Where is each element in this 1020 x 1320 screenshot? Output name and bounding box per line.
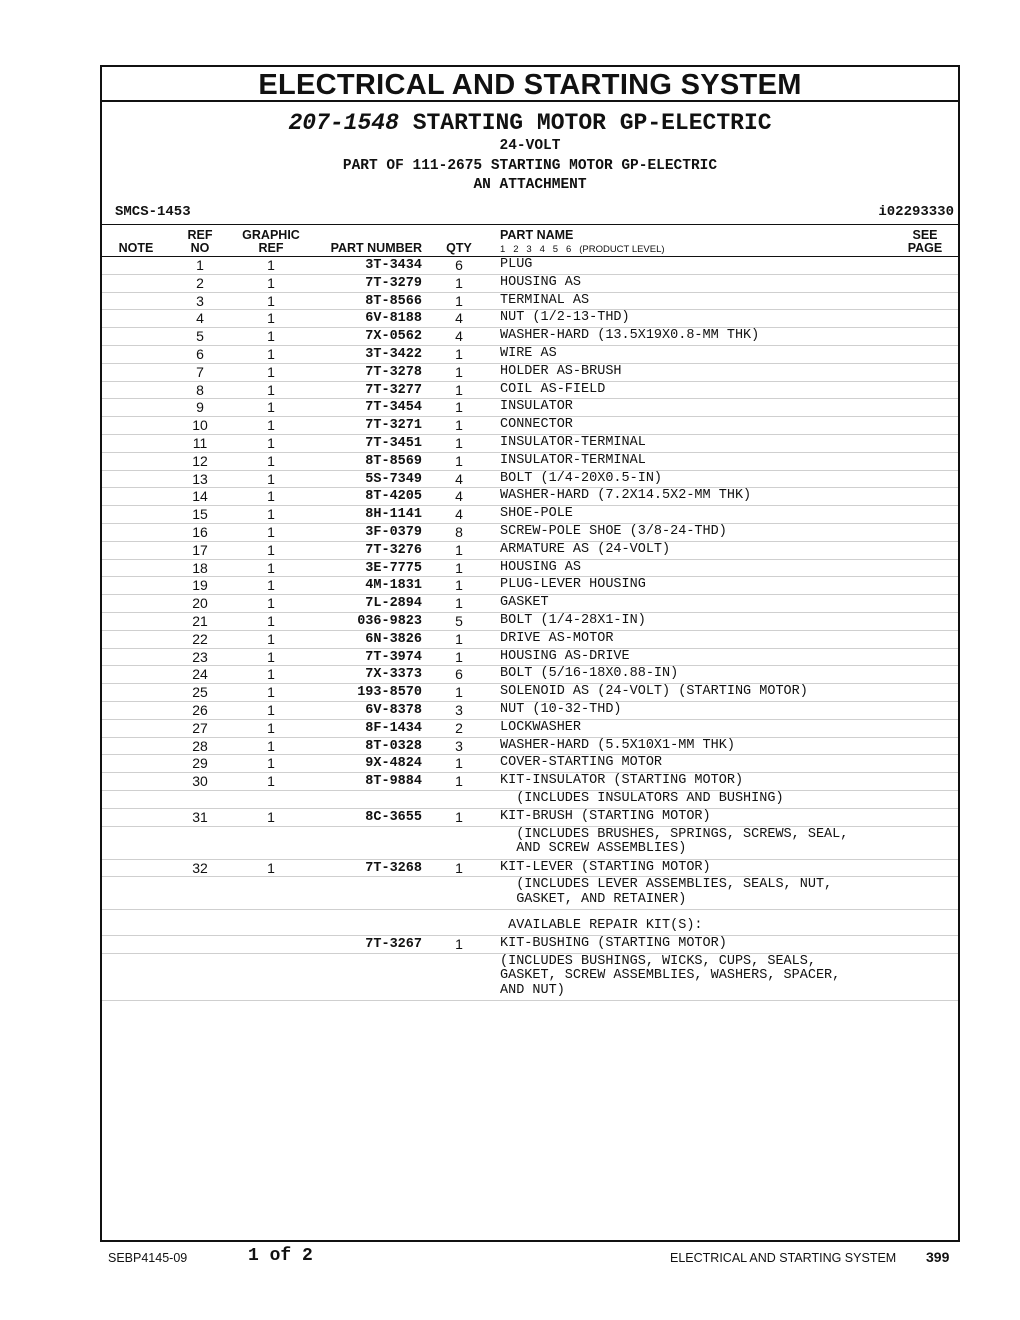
graphic-ref-cell: 1 bbox=[267, 328, 275, 345]
part-number-cell: 5S-7349 bbox=[365, 471, 422, 487]
part-name-cell: SCREW-POLE SHOE (3/8-24-THD) bbox=[500, 523, 727, 539]
part-number-cell: 193-8570 bbox=[357, 685, 422, 701]
qty-cell: 2 bbox=[455, 719, 463, 736]
graphic-ref-cell: 1 bbox=[267, 417, 275, 434]
graphic-ref-cell: 1 bbox=[267, 719, 275, 736]
graphic-ref-cell: 1 bbox=[267, 488, 275, 505]
part-name-cell: BOLT (1/4-28X1-IN) bbox=[500, 612, 646, 628]
part-name-cell: HOUSING AS-DRIVE bbox=[500, 648, 630, 664]
table-row bbox=[102, 328, 958, 346]
column-header-see-page: SEE PAGE bbox=[907, 228, 943, 255]
table-row bbox=[102, 293, 958, 311]
graphic-ref-cell: 1 bbox=[267, 506, 275, 523]
part-number-cell: 7L-2894 bbox=[365, 596, 422, 612]
group-subtitle-3: AN ATTACHMENT bbox=[473, 177, 587, 193]
table-row bbox=[102, 755, 958, 773]
qty-cell: 6 bbox=[455, 257, 463, 273]
ref-no-cell: 5 bbox=[196, 328, 204, 345]
graphic-ref-cell: 1 bbox=[267, 363, 275, 380]
ref-no-cell: 27 bbox=[192, 719, 208, 736]
footer-doc-id: SEBP4145-09 bbox=[108, 1251, 188, 1265]
table-row bbox=[102, 613, 958, 631]
column-header-product-levels: 1 2 3 4 5 6 (PRODUCT LEVEL) bbox=[500, 244, 665, 255]
part-name-cell: PLUG bbox=[500, 257, 533, 272]
graphic-ref-cell: 1 bbox=[267, 595, 275, 612]
part-name-cell: LOCKWASHER bbox=[500, 719, 582, 735]
part-number-cell: 8T-8566 bbox=[365, 293, 422, 309]
part-number-cell: 7T-3268 bbox=[365, 860, 422, 876]
table-row bbox=[102, 577, 958, 595]
qty-cell: 1 bbox=[455, 577, 463, 594]
table-row bbox=[102, 910, 958, 918]
part-name-cell: BOLT (5/16-18X0.88-IN) bbox=[500, 666, 679, 682]
table-row bbox=[102, 809, 958, 827]
part-name-cell: SOLENOID AS (24-VOLT) (STARTING MOTOR) bbox=[500, 684, 808, 700]
part-name-cell: (INCLUDES BUSHINGS, WICKS, CUPS, SEALS, GASKET, SCREW ASSEMBLIES, WASHERS, SPACER, AND NUT) bbox=[500, 953, 841, 999]
ref-no-cell: 31 bbox=[192, 808, 208, 825]
ref-no-cell: 4 bbox=[196, 310, 204, 327]
ref-no-cell: 19 bbox=[192, 577, 208, 594]
table-row bbox=[102, 364, 958, 382]
part-number-cell: 7T-3974 bbox=[365, 649, 422, 665]
part-name-cell: COIL AS-FIELD bbox=[500, 381, 606, 397]
ref-no-cell: 17 bbox=[192, 541, 208, 558]
table-row bbox=[102, 560, 958, 578]
table-row bbox=[102, 310, 958, 328]
part-number-cell: 9X-4824 bbox=[365, 756, 422, 772]
ref-no-cell: 11 bbox=[192, 434, 208, 451]
ref-no-cell: 9 bbox=[196, 399, 204, 416]
qty-cell: 1 bbox=[455, 345, 463, 362]
graphic-ref-cell: 1 bbox=[267, 310, 275, 327]
graphic-ref-cell: 1 bbox=[267, 612, 275, 629]
part-name-cell: PLUG-LEVER HOUSING bbox=[500, 577, 646, 593]
part-number-cell: 7T-3277 bbox=[365, 382, 422, 398]
qty-cell: 1 bbox=[455, 755, 463, 772]
qty-cell: 1 bbox=[455, 452, 463, 469]
part-number-cell: 7T-3276 bbox=[365, 542, 422, 558]
table-row bbox=[102, 506, 958, 524]
qty-cell: 1 bbox=[455, 648, 463, 665]
graphic-ref-cell: 1 bbox=[267, 684, 275, 701]
qty-cell: 4 bbox=[455, 310, 463, 327]
qty-cell: 4 bbox=[455, 488, 463, 505]
table-row bbox=[102, 488, 958, 506]
graphic-ref-cell: 1 bbox=[267, 399, 275, 416]
part-name-cell: DRIVE AS-MOTOR bbox=[500, 630, 614, 646]
part-name-cell: INSULATOR bbox=[500, 399, 573, 415]
table-row bbox=[102, 954, 958, 1001]
part-name-cell: NUT (10-32-THD) bbox=[500, 701, 622, 717]
table-row bbox=[102, 275, 958, 293]
graphic-ref-cell: 1 bbox=[267, 274, 275, 291]
part-name-cell: AVAILABLE REPAIR KIT(S): bbox=[500, 918, 703, 934]
smcs-code: SMCS-1453 bbox=[115, 204, 191, 220]
part-number-cell: 8F-1434 bbox=[365, 720, 422, 736]
column-header-qty: QTY bbox=[446, 241, 472, 255]
part-number-cell: 8T-9884 bbox=[365, 774, 422, 790]
table-row bbox=[102, 666, 958, 684]
graphic-ref-cell: 1 bbox=[267, 808, 275, 825]
qty-cell: 1 bbox=[455, 381, 463, 398]
footer-page-number: 399 bbox=[926, 1249, 950, 1265]
part-name-cell: (INCLUDES INSULATORS AND BUSHING) bbox=[500, 790, 784, 806]
part-number-cell: 3F-0379 bbox=[365, 524, 422, 540]
part-name-cell: BOLT (1/4-20X0.5-IN) bbox=[500, 470, 663, 486]
part-name-cell: KIT-INSULATOR (STARTING MOTOR) bbox=[500, 773, 744, 789]
ref-no-cell: 29 bbox=[192, 755, 208, 772]
qty-cell: 1 bbox=[455, 292, 463, 309]
footer-section: ELECTRICAL AND STARTING SYSTEM bbox=[670, 1251, 897, 1265]
qty-cell: 1 bbox=[455, 595, 463, 612]
qty-cell: 1 bbox=[455, 541, 463, 558]
part-name-cell: WIRE AS bbox=[500, 345, 557, 361]
qty-cell: 1 bbox=[455, 808, 463, 825]
qty-cell: 1 bbox=[455, 399, 463, 416]
ref-no-cell: 21 bbox=[192, 612, 208, 629]
part-name-cell: GASKET bbox=[500, 595, 549, 611]
section-title: ELECTRICAL AND STARTING SYSTEM bbox=[102, 67, 958, 102]
table-row bbox=[102, 827, 958, 860]
graphic-ref-cell: 1 bbox=[267, 666, 275, 683]
part-number-cell: 7T-3278 bbox=[365, 364, 422, 380]
part-number-cell: 7T-3454 bbox=[365, 400, 422, 416]
part-number-cell: 3T-3422 bbox=[365, 346, 422, 362]
qty-cell: 4 bbox=[455, 328, 463, 345]
graphic-ref-cell: 1 bbox=[267, 452, 275, 469]
graphic-ref-cell: 1 bbox=[267, 541, 275, 558]
qty-cell: 1 bbox=[455, 773, 463, 790]
ref-no-cell: 1 bbox=[196, 257, 204, 273]
graphic-ref-cell: 1 bbox=[267, 648, 275, 665]
ref-no-cell: 7 bbox=[196, 363, 204, 380]
part-name-cell: INSULATOR-TERMINAL bbox=[500, 452, 646, 468]
qty-cell: 4 bbox=[455, 506, 463, 523]
part-number-cell: 7T-3279 bbox=[365, 275, 422, 291]
qty-cell: 1 bbox=[455, 630, 463, 647]
part-name-cell: KIT-LEVER (STARTING MOTOR) bbox=[500, 859, 711, 875]
qty-cell: 1 bbox=[455, 684, 463, 701]
part-number-cell: 7T-3267 bbox=[365, 937, 422, 953]
table-row bbox=[102, 631, 958, 649]
graphic-ref-cell: 1 bbox=[267, 737, 275, 754]
ref-no-cell: 26 bbox=[192, 701, 208, 718]
ref-no-cell: 23 bbox=[192, 648, 208, 665]
graphic-ref-cell: 1 bbox=[267, 559, 275, 576]
ref-no-cell: 14 bbox=[192, 488, 208, 505]
part-name-cell: HOUSING AS bbox=[500, 274, 582, 290]
part-name-cell: INSULATOR-TERMINAL bbox=[500, 434, 646, 450]
part-number-cell: 8T-0328 bbox=[365, 738, 422, 754]
table-row bbox=[102, 346, 958, 364]
page-frame bbox=[100, 65, 960, 1242]
ref-no-cell: 6 bbox=[196, 345, 204, 362]
part-number-cell: 8T-4205 bbox=[365, 489, 422, 505]
part-name-cell: KIT-BUSHING (STARTING MOTOR) bbox=[500, 936, 727, 952]
ref-no-cell: 10 bbox=[192, 417, 208, 434]
table-row bbox=[102, 738, 958, 756]
part-number-cell: 6N-3826 bbox=[365, 631, 422, 647]
graphic-ref-cell: 1 bbox=[267, 345, 275, 362]
column-header-part-number: PART NUMBER bbox=[330, 241, 422, 255]
table-row bbox=[102, 720, 958, 738]
ref-no-cell: 8 bbox=[196, 381, 204, 398]
part-number-cell: 8C-3655 bbox=[365, 809, 422, 825]
column-header-note: NOTE bbox=[118, 241, 154, 255]
graphic-ref-cell: 1 bbox=[267, 859, 275, 876]
ref-no-cell: 18 bbox=[192, 559, 208, 576]
part-name-cell: CONNECTOR bbox=[500, 417, 573, 433]
table-row bbox=[102, 702, 958, 720]
ref-no-cell: 30 bbox=[192, 773, 208, 790]
group-subtitle-2: PART OF 111-2675 STARTING MOTOR GP-ELECTRIC bbox=[342, 158, 718, 174]
part-name-cell: WASHER-HARD (7.2X14.5X2-MM THK) bbox=[500, 488, 752, 504]
qty-cell: 1 bbox=[455, 417, 463, 434]
ref-no-cell: 28 bbox=[192, 737, 208, 754]
table-row bbox=[102, 542, 958, 560]
part-name-cell: WASHER-HARD (13.5X19X0.8-MM THK) bbox=[500, 328, 760, 344]
graphic-ref-cell: 1 bbox=[267, 755, 275, 772]
part-name-cell: NUT (1/2-13-THD) bbox=[500, 310, 630, 326]
qty-cell: 1 bbox=[455, 936, 463, 953]
qty-cell: 1 bbox=[455, 274, 463, 291]
part-number-cell: 6V-8378 bbox=[365, 702, 422, 718]
graphic-ref-cell: 1 bbox=[267, 292, 275, 309]
column-header-ref-no: REF NO bbox=[187, 228, 213, 255]
part-name-cell: (INCLUDES LEVER ASSEMBLIES, SEALS, NUT, GASKET, AND RETAINER) bbox=[516, 877, 833, 907]
graphic-ref-cell: 1 bbox=[267, 381, 275, 398]
ref-no-cell: 20 bbox=[192, 595, 208, 612]
part-name-cell: TERMINAL AS bbox=[500, 292, 590, 308]
qty-cell: 3 bbox=[455, 701, 463, 718]
graphic-ref-cell: 1 bbox=[267, 257, 275, 273]
group-name: STARTING MOTOR GP-ELECTRIC bbox=[412, 110, 772, 136]
qty-cell: 1 bbox=[455, 363, 463, 380]
qty-cell: 1 bbox=[455, 559, 463, 576]
qty-cell: 5 bbox=[455, 612, 463, 629]
graphic-ref-cell: 1 bbox=[267, 630, 275, 647]
part-number-cell: 3T-3434 bbox=[365, 258, 422, 273]
ref-no-cell: 12 bbox=[192, 452, 208, 469]
graphic-ref-cell: 1 bbox=[267, 577, 275, 594]
group-subtitle-1: 24-VOLT bbox=[499, 138, 561, 154]
group-heading bbox=[102, 109, 958, 137]
part-name-cell: (INCLUDES BRUSHES, SPRINGS, SCREWS, SEAL, AND SCREW ASSEMBLIES) bbox=[516, 826, 849, 857]
part-number-cell: 7X-0562 bbox=[365, 329, 422, 345]
qty-cell: 1 bbox=[455, 434, 463, 451]
part-number-cell: 8T-8569 bbox=[365, 453, 422, 469]
part-number-cell: 7T-3451 bbox=[365, 435, 422, 451]
part-number-cell: 4M-1831 bbox=[365, 578, 422, 594]
illustration-id: i02293330 bbox=[878, 204, 954, 220]
column-header-part-name: PART NAME bbox=[500, 228, 574, 242]
table-row bbox=[102, 524, 958, 542]
part-name-cell: COVER-STARTING MOTOR bbox=[500, 755, 663, 771]
table-row bbox=[102, 257, 958, 275]
ref-no-cell: 32 bbox=[192, 859, 208, 876]
part-number-cell: 3E-7775 bbox=[365, 560, 422, 576]
graphic-ref-cell: 1 bbox=[267, 701, 275, 718]
table-row bbox=[102, 791, 958, 809]
qty-cell: 3 bbox=[455, 737, 463, 754]
ref-no-cell: 16 bbox=[192, 523, 208, 540]
table-row bbox=[102, 453, 958, 471]
table-row bbox=[102, 684, 958, 702]
part-name-cell: HOLDER AS-BRUSH bbox=[500, 363, 622, 379]
ref-no-cell: 25 bbox=[192, 684, 208, 701]
graphic-ref-cell: 1 bbox=[267, 434, 275, 451]
ref-no-cell: 22 bbox=[192, 630, 208, 647]
footer-page-of: 1 of 2 bbox=[248, 1246, 313, 1266]
table-row bbox=[102, 936, 958, 954]
column-header-graphic-ref: GRAPHIC REF bbox=[242, 228, 300, 255]
header-divider bbox=[102, 224, 958, 225]
part-number-cell: 6V-8188 bbox=[365, 311, 422, 327]
part-name-cell: ARMATURE AS (24-VOLT) bbox=[500, 541, 671, 557]
part-number-cell: 7X-3373 bbox=[365, 667, 422, 683]
table-row bbox=[102, 417, 958, 435]
table-row bbox=[102, 877, 958, 910]
qty-cell: 1 bbox=[455, 859, 463, 876]
qty-cell: 4 bbox=[455, 470, 463, 487]
table-row bbox=[102, 435, 958, 453]
ref-no-cell: 2 bbox=[196, 274, 204, 291]
qty-cell: 8 bbox=[455, 523, 463, 540]
graphic-ref-cell: 1 bbox=[267, 523, 275, 540]
part-number-cell: 8H-1141 bbox=[365, 507, 422, 523]
part-name-cell: HOUSING AS bbox=[500, 559, 582, 575]
table-row bbox=[102, 860, 958, 878]
group-number: 207-1548 bbox=[288, 110, 399, 136]
part-name-cell: SHOE-POLE bbox=[500, 506, 573, 522]
table-row bbox=[102, 918, 958, 936]
graphic-ref-cell: 1 bbox=[267, 773, 275, 790]
parts-list bbox=[102, 257, 958, 1001]
qty-cell: 6 bbox=[455, 666, 463, 683]
table-row bbox=[102, 595, 958, 613]
part-number-cell: 7T-3271 bbox=[365, 418, 422, 434]
ref-no-cell: 24 bbox=[192, 666, 208, 683]
table-row bbox=[102, 382, 958, 400]
part-number-cell: 036-9823 bbox=[357, 613, 422, 629]
table-row bbox=[102, 773, 958, 791]
ref-no-cell: 13 bbox=[192, 470, 208, 487]
part-name-cell: WASHER-HARD (5.5X10X1-MM THK) bbox=[500, 737, 735, 753]
ref-no-cell: 3 bbox=[196, 292, 204, 309]
part-name-cell: KIT-BRUSH (STARTING MOTOR) bbox=[500, 808, 711, 824]
table-row bbox=[102, 399, 958, 417]
table-row bbox=[102, 649, 958, 667]
graphic-ref-cell: 1 bbox=[267, 470, 275, 487]
table-row bbox=[102, 471, 958, 489]
ref-no-cell: 15 bbox=[192, 506, 208, 523]
